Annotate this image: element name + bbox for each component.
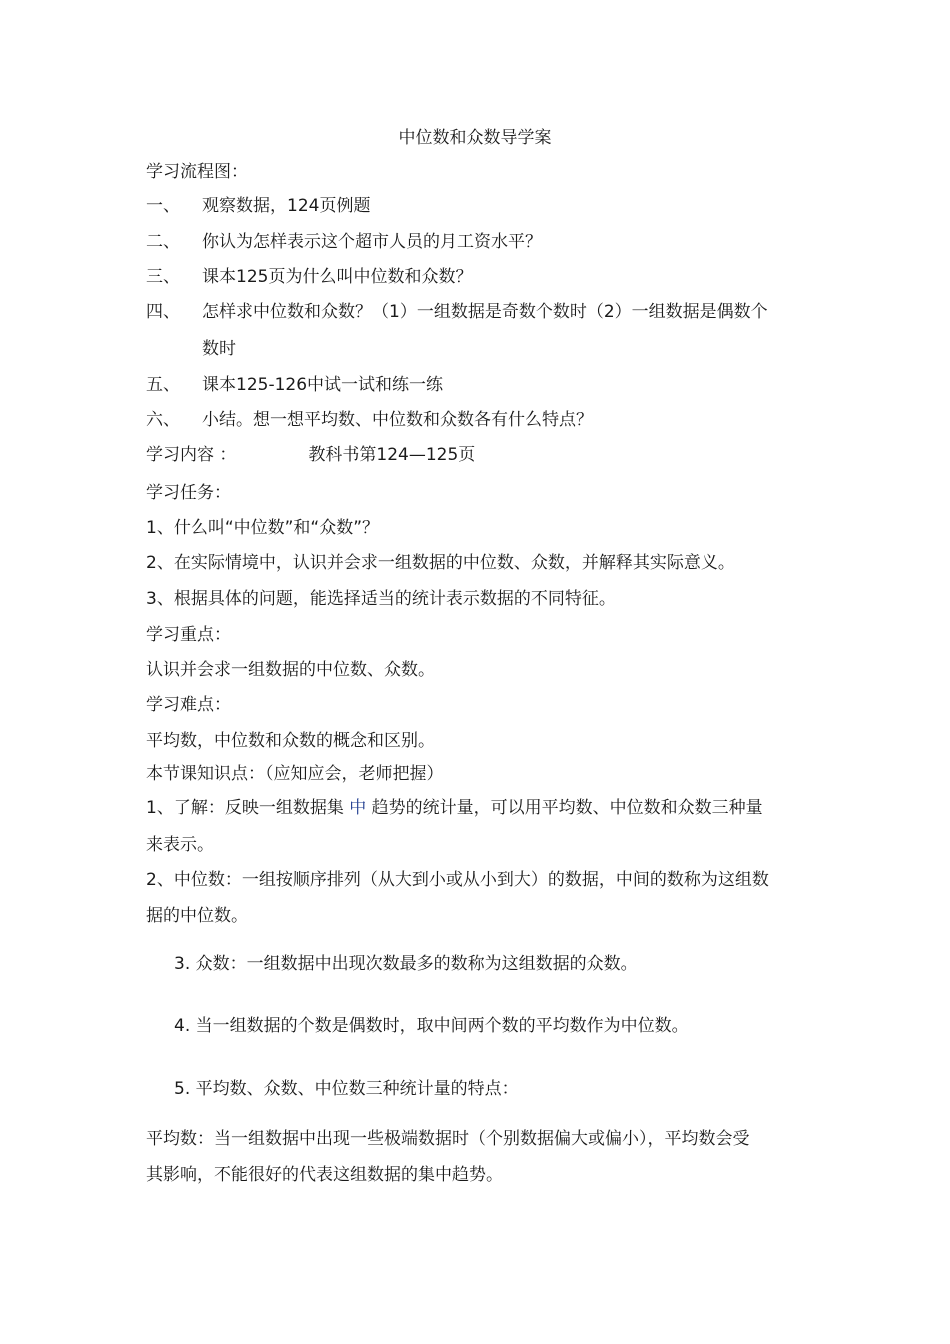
content-label: 学习内容 ： xyxy=(146,445,237,465)
difficulty-text: 平均数，中位数和众数的概念和区别。 xyxy=(146,731,435,751)
flow-item xyxy=(146,373,443,397)
flow-item-text: 课本125-126中试一试和练一练 xyxy=(202,375,444,395)
content-value: 教科书第124—125页 xyxy=(308,445,476,465)
content-line xyxy=(146,443,475,467)
flow-item xyxy=(146,194,370,218)
knowledge-point-1-text-b: 趋势的统计量，可以用平均数、中位数和众数三种量 xyxy=(371,798,763,818)
knowledge-point-1-text-a: 1、了解：反映一组数据集 xyxy=(146,798,344,818)
flow-item-text: 观察数据，124页例题 xyxy=(202,196,371,216)
task-item: 1、什么叫“中位数”和“众数”？ xyxy=(146,518,380,538)
knowledge-point-4: 4. 当一组数据的个数是偶数时，取中间两个数的平均数作为中位数。 xyxy=(174,1016,689,1036)
task-item: 3、根据具体的问题，能选择适当的统计表示数据的不同特征。 xyxy=(146,589,616,609)
flow-item-number: 三、 xyxy=(146,267,180,287)
flow-item-text: 你认为怎样表示这个超市人员的月工资水平？ xyxy=(202,232,542,252)
flow-item-number: 四、 xyxy=(146,302,180,322)
flow-item xyxy=(146,408,593,432)
flow-item-text: 小结。想一想平均数、中位数和众数各有什么特点？ xyxy=(202,410,593,430)
average-description: 平均数：当一组数据中出现一些极端数据时（个别数据偏大或偏小），平均数会受 xyxy=(146,1129,750,1149)
flow-item xyxy=(146,230,542,254)
flow-item-number: 六、 xyxy=(146,410,180,430)
flow-item-number: 一、 xyxy=(146,196,180,216)
average-description-cont: 其影响，不能很好的代表这组数据的集中趋势。 xyxy=(146,1165,503,1185)
flow-item xyxy=(146,265,472,289)
knowledge-point-1-cont: 来表示。 xyxy=(146,835,214,855)
flow-heading: 学习流程图： xyxy=(146,162,248,182)
tasks-heading: 学习任务： xyxy=(146,483,231,503)
knowledge-point-2-cont: 据的中位数。 xyxy=(146,906,248,926)
flow-item-text: 课本125页为什么叫中位数和众数？ xyxy=(202,267,473,287)
knowledge-point-3: 3. 众数：一组数据中出现次数最多的数称为这组数据的众数。 xyxy=(174,954,638,974)
flow-item xyxy=(146,300,768,324)
document-title: 中位数和众数导学案 xyxy=(398,128,552,148)
focus-heading: 学习重点： xyxy=(146,625,231,645)
knowledge-point-2: 2、中位数：一组按顺序排列（从大到小或从小到大）的数据，中间的数称为这组数 xyxy=(146,870,769,890)
task-item: 2、在实际情境中，认识并会求一组数据的中位数、众数，并解释其实际意义。 xyxy=(146,553,735,573)
flow-item-continuation: 数时 xyxy=(202,339,236,359)
flow-item-number: 五、 xyxy=(146,375,180,395)
knowledge-point-1 xyxy=(146,796,763,820)
flow-item-number: 二、 xyxy=(146,232,180,252)
knowledge-point-5: 5. 平均数、众数、中位数三种统计量的特点： xyxy=(174,1079,519,1099)
highlighted-char: 中 xyxy=(349,798,367,818)
difficulty-heading: 学习难点： xyxy=(146,695,231,715)
flow-item-text: 怎样求中位数和众数？（1）一组数据是奇数个数时（2）一组数据是偶数个 xyxy=(202,302,768,322)
knowledge-heading: 本节课知识点：（应知应会，老师把握） xyxy=(146,764,444,784)
focus-text: 认识并会求一组数据的中位数、众数。 xyxy=(146,660,435,680)
